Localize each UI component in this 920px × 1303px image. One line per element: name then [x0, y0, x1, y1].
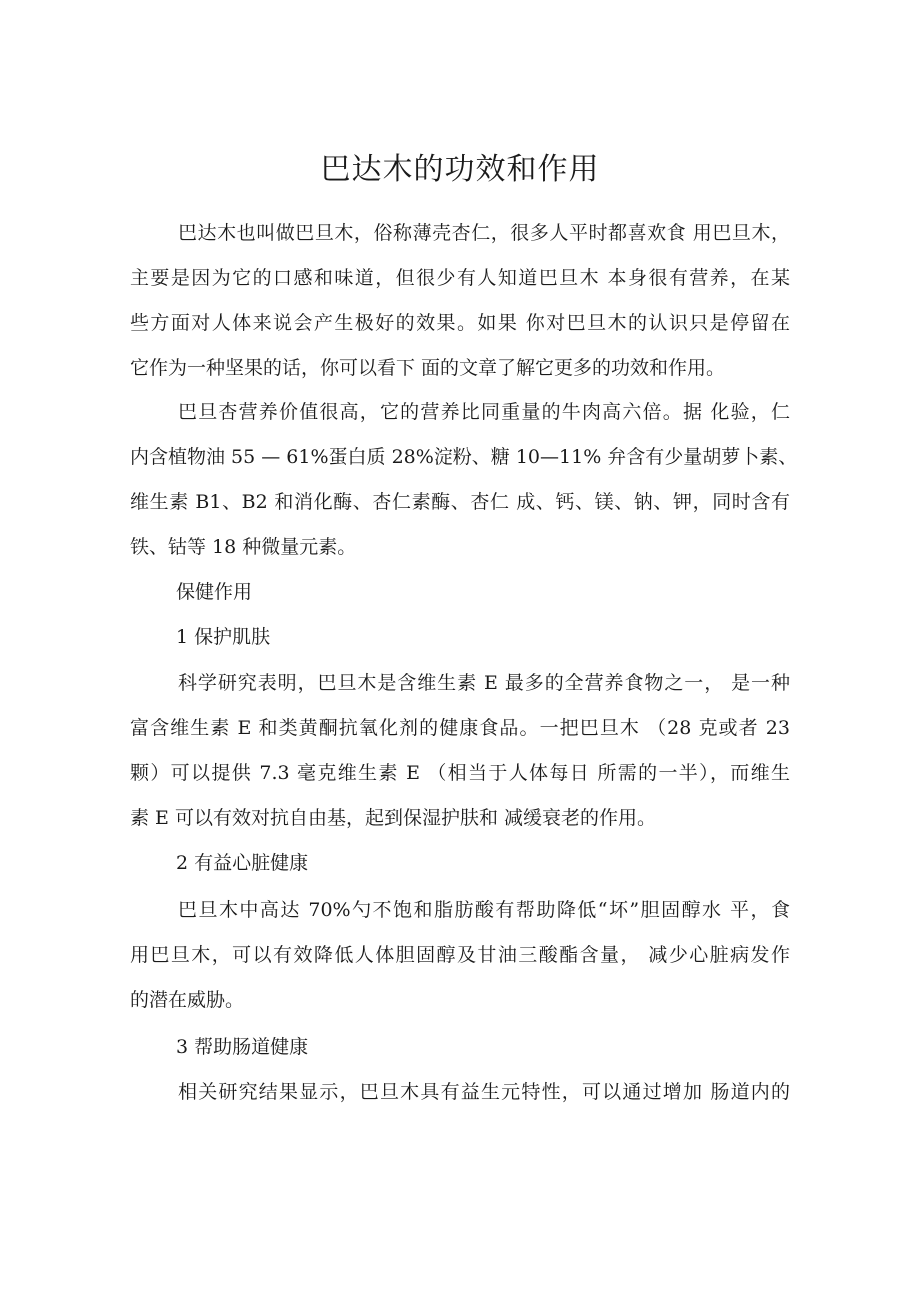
- paragraph-3-line-4: 素 E 可以有效对抗自由基，起到保湿护肤和 减缓衰老的作用。: [130, 807, 656, 829]
- paragraph-3-line-2: 富含维生素 E 和类黄酮抗氧化剂的健康食品。一把巴旦木 （28 克或者 23: [130, 717, 790, 739]
- paragraph-4-line-1: 巴旦木中高达 70%勺不饱和脂肪酸有帮助降低“坏”胆固醇水 平，食: [178, 899, 790, 921]
- section-heading-3: 3 帮助肠道健康: [176, 1036, 309, 1058]
- document-title: 巴达木的功效和作用: [320, 152, 600, 187]
- paragraph-1-line-2: 主要是因为它的口感和味道，但很少有人知道巴旦木 本身很有营养，在某: [130, 267, 790, 289]
- paragraph-1-line-3: 些方面对人体来说会产生极好的效果。如果 你对巴旦木的认识只是停留在: [130, 312, 790, 334]
- paragraph-5-line-1: 相关研究结果显示，巴旦木具有益生元特性，可以通过增加 肠道内的: [178, 1081, 790, 1103]
- paragraph-1-line-1: 巴达木也叫做巴旦木，俗称薄壳杏仁，很多人平时都喜欢食 用巴旦木，: [178, 222, 790, 244]
- paragraph-2-line-4: 铁、钴等 18 种微量元素。: [130, 536, 357, 558]
- section-heading-2: 2 有益心脏健康: [176, 852, 309, 874]
- paragraph-2-line-1: 巴旦杏营养价值很高，它的营养比同重量的牛肉高六倍。据 化验，仁: [178, 401, 790, 423]
- paragraph-2-line-2: 内含植物油 55 — 61%蛋白质 28%淀粉、糖 10—11% 弁含有少量胡萝卜素、: [130, 446, 798, 468]
- paragraph-4-line-2: 用巴旦木，可以有效降低人体胆固醇及甘油三酸酯含量， 减少心脏病发作: [130, 944, 790, 966]
- paragraph-3-line-3: 颗）可以提供 7.3 毫克维生素 E （相当于人体每日 所需的一半），而维生: [130, 762, 790, 784]
- paragraph-3-line-1: 科学研究表明，巴旦木是含维生素 E 最多的全营养食物之一， 是一种: [178, 672, 790, 694]
- section-heading-health: 保健作用: [176, 581, 253, 603]
- paragraph-1-line-4: 它作为一种坚果的话，你可以看下 面的文章了解它更多的功效和作用。: [130, 357, 726, 379]
- paragraph-2-line-3: 维生素 B1、B2 和消化酶、杏仁素酶、杏仁 成、钙、镁、钠、钾，同时含有: [130, 491, 790, 513]
- paragraph-4-line-3: 的潜在威胁。: [130, 989, 245, 1011]
- section-heading-1: 1 保护肌肤: [176, 626, 271, 648]
